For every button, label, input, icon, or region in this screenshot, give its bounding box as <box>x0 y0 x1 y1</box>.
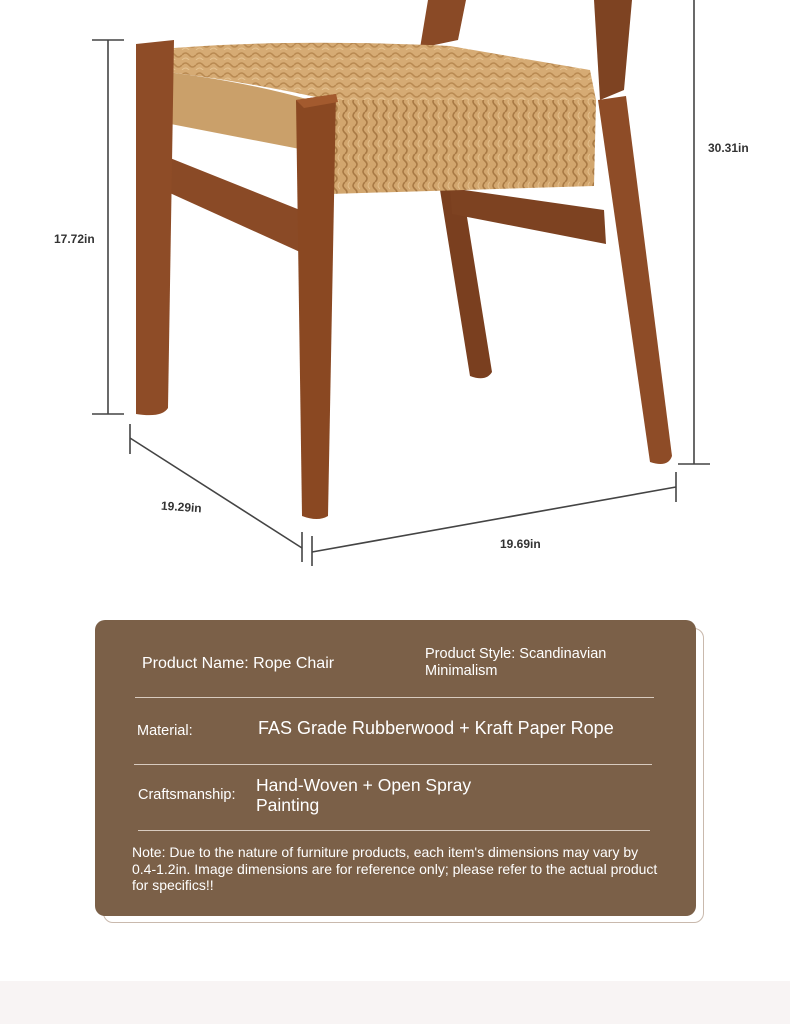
divider <box>135 697 654 698</box>
product-style: Product Style: Scandinavian Minimalism <box>425 646 607 679</box>
divider <box>138 830 650 831</box>
total-height-label: 30.31in <box>708 141 749 155</box>
rear-leg-right <box>598 96 672 464</box>
side-rail-left <box>150 150 300 252</box>
spec-card <box>95 620 696 916</box>
divider <box>134 764 652 765</box>
side-rail-right <box>450 188 606 244</box>
depth-label: 19.29in <box>160 498 203 516</box>
product-name: Product Name: Rope Chair <box>142 655 335 672</box>
material-label: Material: <box>137 723 193 739</box>
bottom-band <box>0 981 790 1024</box>
back-post-right <box>594 0 632 100</box>
material-value: FAS Grade Rubberwood + Kraft Paper Rope <box>258 718 614 738</box>
dimension-note: Note: Due to the nature of furniture products, each item's dimensions may vary by 0.4-1.2in. Image dimensions are for reference only; please refer to the actual product for specifics!! <box>132 844 658 893</box>
craftsmanship-value: Hand-Woven + Open Spray Painting <box>256 775 472 815</box>
seat-height-label: 17.72in <box>54 232 95 246</box>
back-post-left <box>420 0 466 48</box>
front-leg-right <box>296 94 336 519</box>
front-leg-left <box>136 40 174 415</box>
craftsmanship-label: Craftsmanship: <box>138 787 236 803</box>
seat-front <box>300 100 596 194</box>
width-label: 19.69in <box>500 537 541 551</box>
